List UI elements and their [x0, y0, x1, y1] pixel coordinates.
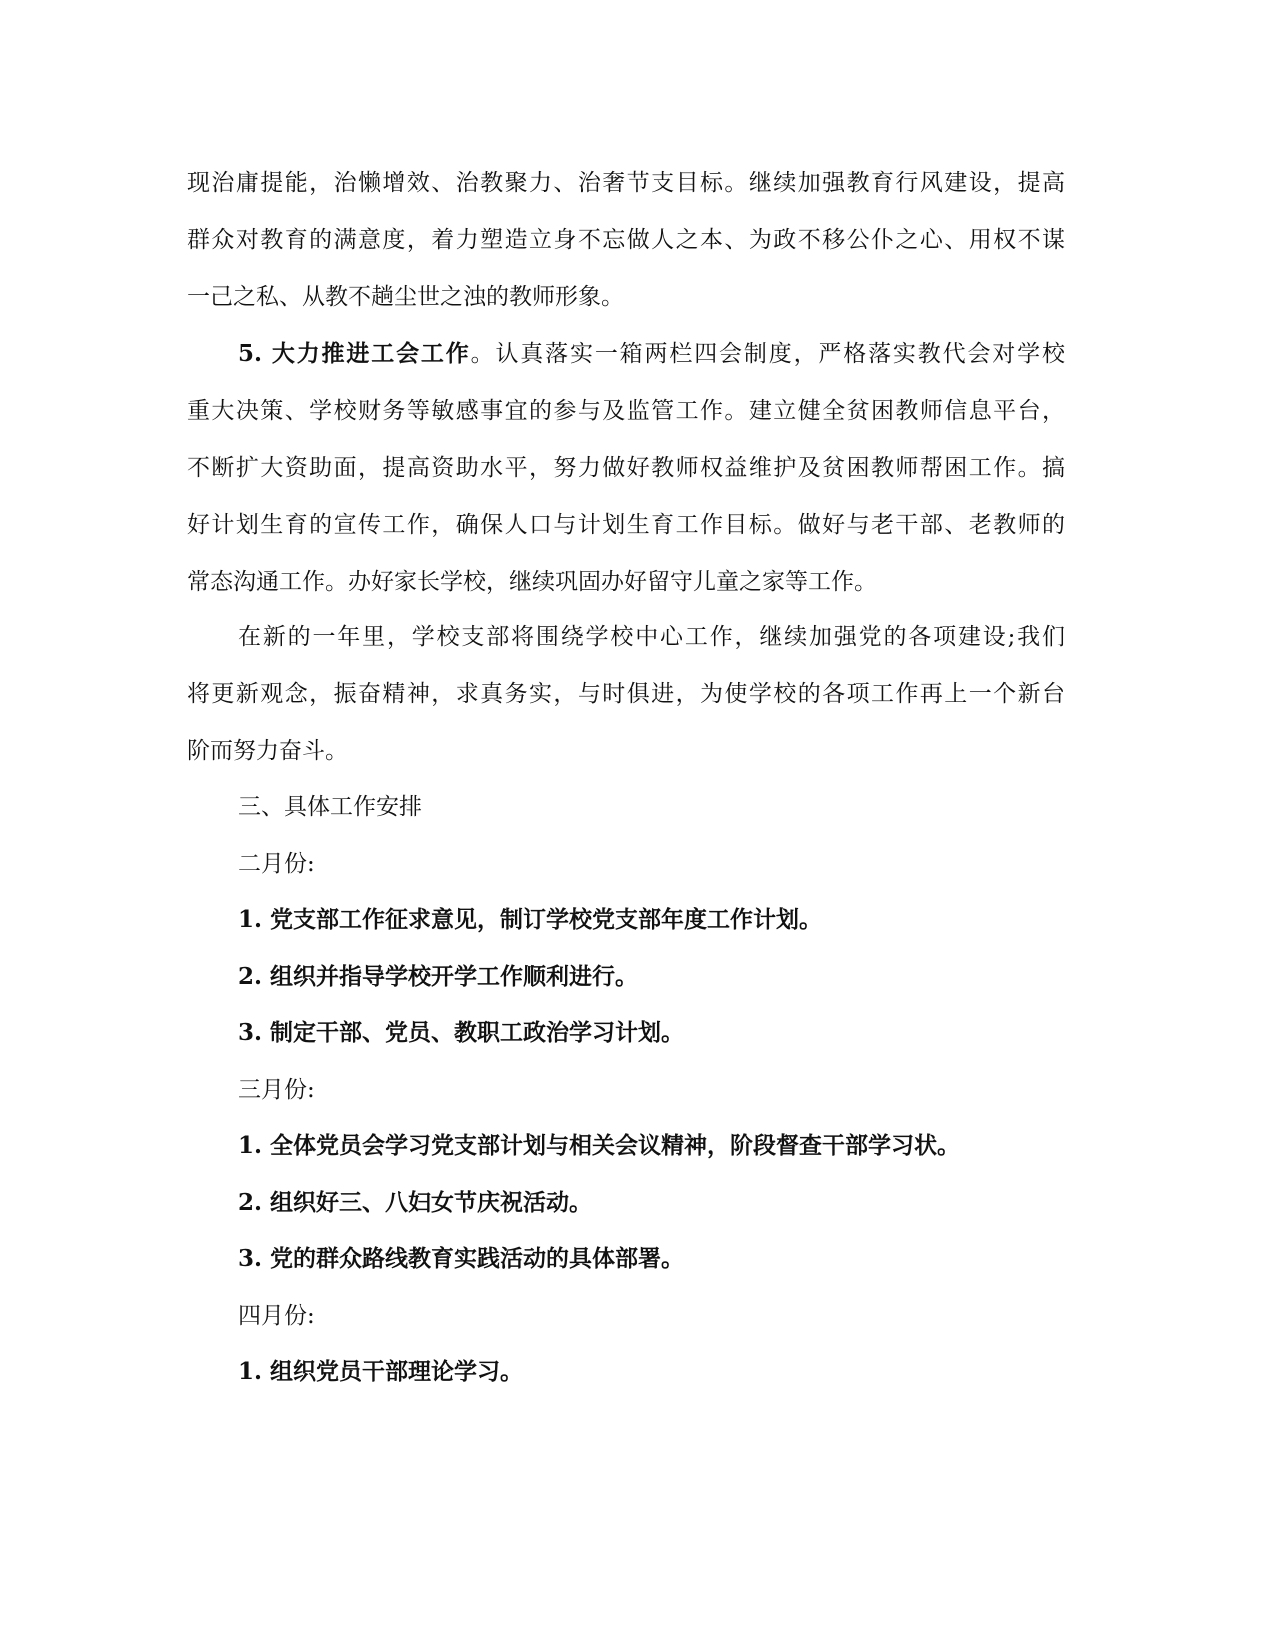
paragraph-line: 一己之私、从教不趟尘世之浊的教师形象。 [187, 284, 624, 310]
section-heading: 三、具体工作安排 [238, 794, 422, 820]
month-title-march: 三月份: [238, 1077, 315, 1103]
paragraph-line: 群众对教育的满意度，着力塑造立身不忘做人之本、为政不移公仆之心、用权不谋 [187, 227, 1065, 253]
paragraph-text: 。认真落实一箱两栏四会制度，严格落实教代会对学校 [470, 341, 1065, 367]
paragraph-line: 好计划生育的宣传工作，确保人口与计划生育工作目标。做好与老干部、老教师的 [187, 512, 1065, 538]
paragraph-line [238, 339, 1065, 369]
paragraph-line: 不断扩大资助面，提高资助水平，努力做好教师权益维护及贫困教师帮困工作。搞 [187, 455, 1065, 481]
paragraph-line: 现治庸提能，治懒增效、治教聚力、治奢节支目标。继续加强教育行风建设，提高 [187, 170, 1065, 196]
list-item: 1. 全体党员会学习党支部计划与相关会议精神，阶段督查干部学习状。 [238, 1132, 961, 1159]
paragraph-line: 重大决策、学校财务等敏感事宜的参与及监管工作。建立健全贫困教师信息平台， [187, 398, 1065, 424]
list-item: 3. 党的群众路线教育实践活动的具体部署。 [238, 1245, 685, 1272]
paragraph-line: 阶而努力奋斗。 [187, 738, 348, 764]
paragraph-line: 在新的一年里，学校支部将围绕学校中心工作，继续加强党的各项建设;我们 [238, 624, 1065, 650]
paragraph-line: 常态沟通工作。办好家长学校，继续巩固办好留守儿童之家等工作。 [187, 569, 877, 595]
list-item: 2. 组织并指导学校开学工作顺利进行。 [238, 963, 639, 990]
item-heading: 5. 大力推进工会工作 [238, 340, 471, 367]
list-item: 2. 组织好三、八妇女节庆祝活动。 [238, 1189, 593, 1216]
month-title-april: 四月份: [238, 1303, 315, 1329]
list-item: 3. 制定干部、党员、教职工政治学习计划。 [238, 1019, 685, 1046]
list-item: 1. 党支部工作征求意见，制订学校党支部年度工作计划。 [238, 906, 823, 933]
list-item: 1. 组织党员干部理论学习。 [238, 1358, 524, 1385]
paragraph-line: 将更新观念，振奋精神，求真务实，与时俱进，为使学校的各项工作再上一个新台 [187, 681, 1065, 707]
month-title-february: 二月份: [238, 851, 315, 877]
